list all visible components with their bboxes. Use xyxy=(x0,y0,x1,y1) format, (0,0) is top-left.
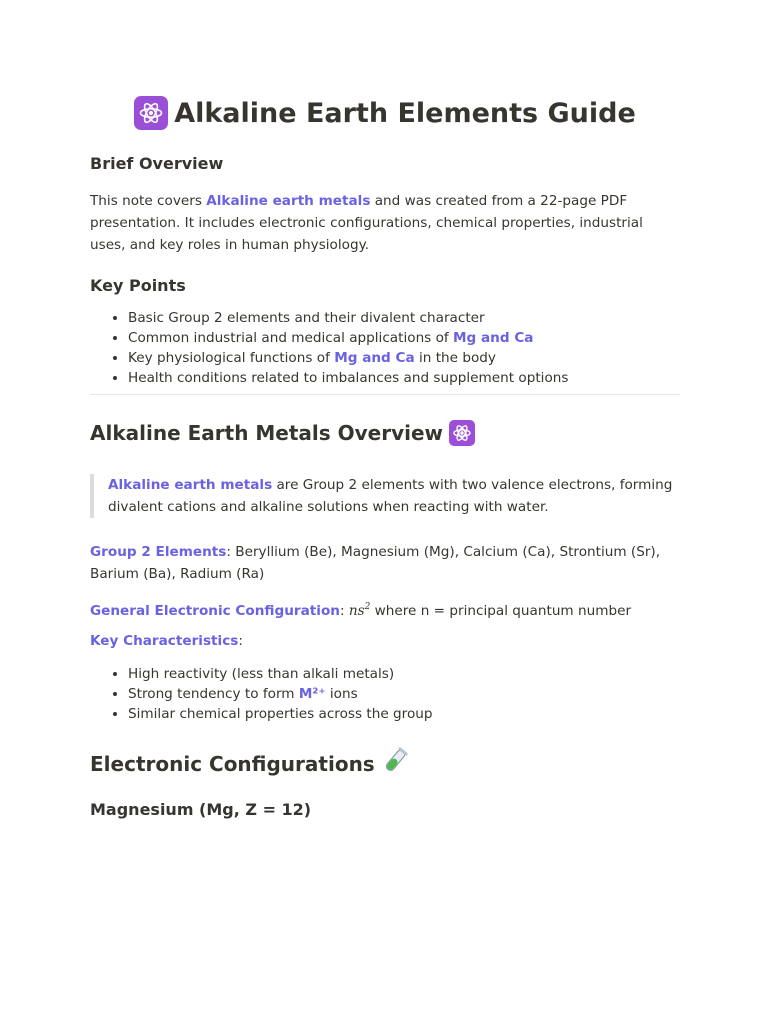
atom-symbol-icon xyxy=(134,96,168,130)
brief-overview-heading: Brief Overview xyxy=(90,154,224,173)
characteristic-text: ions xyxy=(325,686,358,702)
magnesium-subheading: Magnesium (Mg, Z = 12) xyxy=(90,800,312,819)
page-title xyxy=(90,92,680,134)
key-characteristics-list xyxy=(90,664,680,724)
key-point-text: Key physiological functions of xyxy=(128,350,335,366)
group-2-elements-link[interactable]: Group 2 Elements xyxy=(90,544,227,560)
definition-blockquote xyxy=(90,474,680,518)
alkaline-earth-metals-link[interactable]: Alkaline earth metals xyxy=(206,193,371,209)
section-divider xyxy=(90,394,680,395)
key-points-list xyxy=(90,308,680,388)
test-tube-icon xyxy=(381,746,409,781)
m2-plus-link[interactable]: M²⁺ xyxy=(298,686,326,702)
characteristic-text: High reactivity (less than alkali metals) xyxy=(128,666,395,682)
config-text: where n = principal quantum number xyxy=(370,603,632,619)
general-configuration-paragraph xyxy=(90,596,680,622)
brief-overview-text-end: and was created from a 22-page PDF presentation. It includes electronic configurations, chemical properties, industrial uses, and key roles in human physiology. xyxy=(90,193,643,253)
config-colon: : xyxy=(339,603,349,619)
page-title-text: Alkaline Earth Elements Guide xyxy=(174,97,636,129)
mg-and-ca-link[interactable]: Mg and Ca xyxy=(453,330,534,346)
config-formula: ns xyxy=(348,603,365,619)
general-configuration-link[interactable]: General Electronic Configuration xyxy=(90,603,340,619)
key-characteristics-link[interactable]: Key Characteristics xyxy=(90,633,239,649)
characteristic-text: Similar chemical properties across the group xyxy=(128,706,433,722)
characteristic-text: Strong tendency to form xyxy=(128,686,299,702)
list-item xyxy=(128,328,680,348)
mg-and-ca-link[interactable]: Mg and Ca xyxy=(334,350,415,366)
list-item xyxy=(128,664,680,684)
key-point-text: Health conditions related to imbalances and supplement options xyxy=(128,370,569,386)
key-point-text: Common industrial and medical applications of xyxy=(128,330,454,346)
config-exponent: 2 xyxy=(364,602,371,612)
alkaline-earth-metals-link[interactable]: Alkaline earth metals xyxy=(108,477,273,493)
quote-text: are Group 2 elements with two valence electrons, forming divalent cations and alkaline solutions when reacting with water. xyxy=(108,477,673,515)
atom-symbol-icon xyxy=(449,420,475,446)
brief-overview-text-start: This note covers xyxy=(90,193,207,209)
list-item xyxy=(128,308,680,328)
list-item xyxy=(128,348,680,368)
key-points-heading: Key Points xyxy=(90,276,186,295)
list-item xyxy=(128,704,680,724)
electronic-configurations-heading xyxy=(90,746,409,781)
overview-section-heading xyxy=(90,420,475,446)
group-2-elements-paragraph xyxy=(90,541,680,585)
brief-overview-paragraph xyxy=(90,190,680,256)
electronic-heading-text: Electronic Configurations xyxy=(90,751,375,776)
overview-heading-text: Alkaline Earth Metals Overview xyxy=(90,421,444,445)
char-colon: : xyxy=(238,633,243,649)
list-item xyxy=(128,368,680,388)
list-item xyxy=(128,684,680,704)
key-characteristics-paragraph xyxy=(90,630,680,652)
key-point-text: Basic Group 2 elements and their divalent character xyxy=(128,310,485,326)
group-2-elements-text: : Beryllium (Be), Magnesium (Mg), Calcium (Ca), Strontium (Sr), Barium (Ba), Radium (Ra) xyxy=(90,544,661,582)
key-point-text: in the body xyxy=(414,350,496,366)
